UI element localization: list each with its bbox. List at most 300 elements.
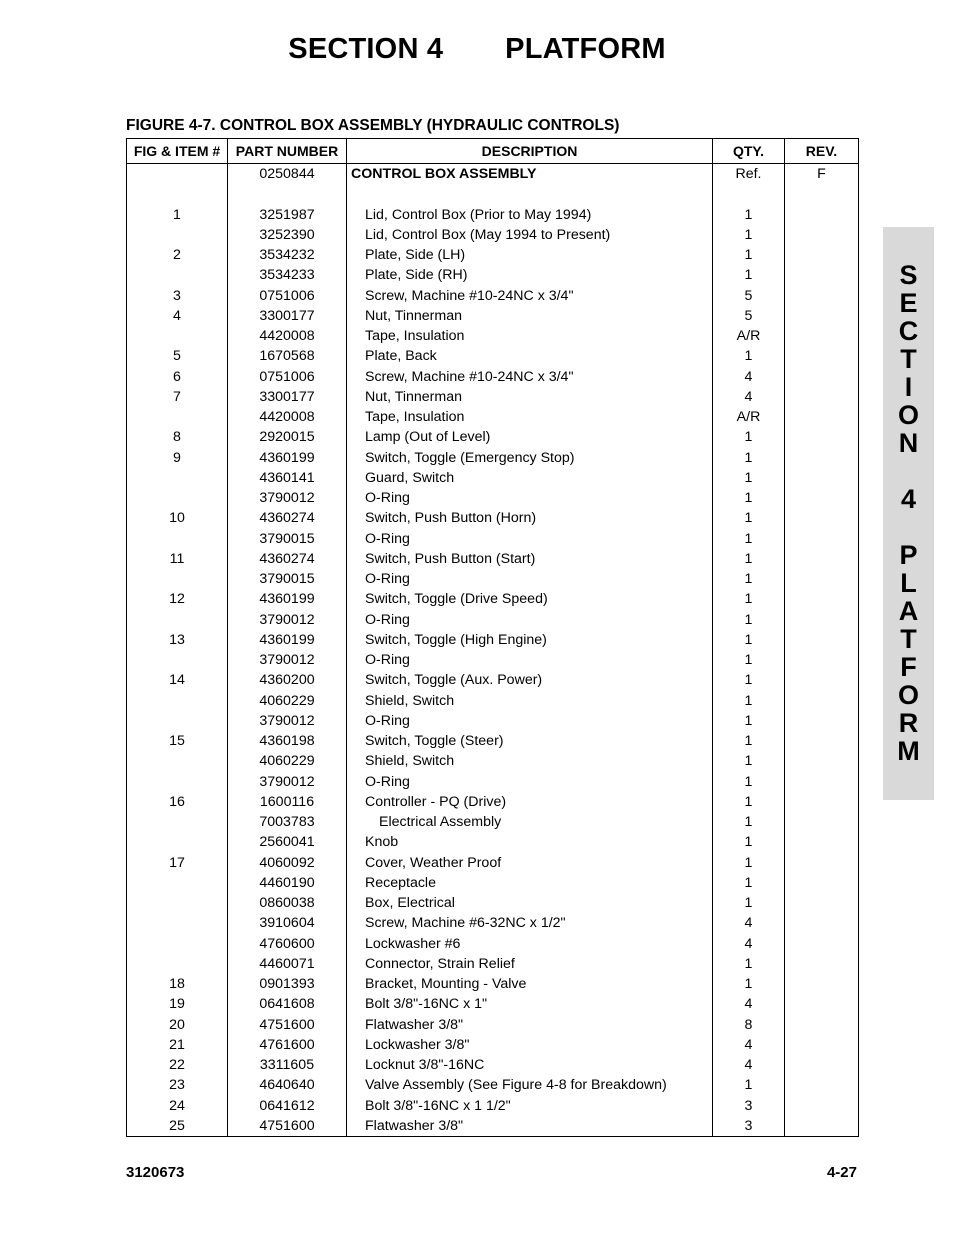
description-cell: Flatwasher 3/8" <box>347 1116 713 1137</box>
description-cell: Valve Assembly (See Figure 4-8 for Breakdown) <box>347 1075 713 1095</box>
part-number-cell: 1670568 <box>228 346 347 366</box>
rev-cell <box>785 549 859 569</box>
description-cell: Tape, Insulation <box>347 326 713 346</box>
description-cell: Bolt 3/8"-16NC x 1" <box>347 994 713 1014</box>
table-row <box>127 751 859 771</box>
fig-item-cell: 8 <box>127 427 228 447</box>
part-number-cell: 4060229 <box>228 691 347 711</box>
rev-cell <box>785 913 859 933</box>
table-row <box>127 670 859 690</box>
part-number-cell: 2560041 <box>228 832 347 852</box>
part-number-cell: 4460071 <box>228 954 347 974</box>
description-cell: O-Ring <box>347 488 713 508</box>
rev-cell <box>785 893 859 913</box>
side-tab-letter: M <box>897 736 920 766</box>
part-number-cell: 4751600 <box>228 1116 347 1137</box>
fig-item-cell: 20 <box>127 1015 228 1035</box>
side-tab-letter: A <box>898 596 919 626</box>
fig-item-cell: 23 <box>127 1075 228 1095</box>
fig-item-cell: 2 <box>127 245 228 265</box>
part-number-cell: 3790012 <box>228 650 347 670</box>
description-cell: O-Ring <box>347 569 713 589</box>
table-row <box>127 650 859 670</box>
table-row <box>127 468 859 488</box>
description-cell: Switch, Toggle (Aux. Power) <box>347 670 713 690</box>
part-number-cell: 4360199 <box>228 630 347 650</box>
description-cell: O-Ring <box>347 529 713 549</box>
fig-item-cell: 13 <box>127 630 228 650</box>
header-description: DESCRIPTION <box>347 139 713 164</box>
rev-cell <box>785 1075 859 1095</box>
table-row <box>127 610 859 630</box>
rev-cell <box>785 326 859 346</box>
part-number-cell: 7003783 <box>228 812 347 832</box>
fig-item-cell <box>127 934 228 954</box>
description-cell: Tape, Insulation <box>347 407 713 427</box>
description-cell: Lid, Control Box (May 1994 to Present) <box>347 225 713 245</box>
table-row <box>127 832 859 852</box>
table-row <box>127 711 859 731</box>
fig-item-cell <box>127 691 228 711</box>
description-cell: Lamp (Out of Level) <box>347 427 713 447</box>
table-row <box>127 691 859 711</box>
fig-item-cell: 1 <box>127 205 228 225</box>
qty-cell: 1 <box>713 954 785 974</box>
rev-cell <box>785 448 859 468</box>
description-cell: Switch, Push Button (Start) <box>347 549 713 569</box>
description-cell: Screw, Machine #6-32NC x 1/2" <box>347 913 713 933</box>
rev-cell <box>785 407 859 427</box>
rev-cell <box>785 873 859 893</box>
side-tab-letter: S <box>899 260 918 290</box>
fig-item-cell <box>127 650 228 670</box>
part-number-cell: 4761600 <box>228 1035 347 1055</box>
table-row <box>127 448 859 468</box>
side-tab-letter: 4 <box>900 484 917 514</box>
part-number-cell: 3534232 <box>228 245 347 265</box>
part-number-cell: 0751006 <box>228 367 347 387</box>
fig-item-cell <box>127 265 228 285</box>
description-cell: Bolt 3/8"-16NC x 1 1/2" <box>347 1096 713 1116</box>
description-cell: Guard, Switch <box>347 468 713 488</box>
table-row <box>127 164 859 185</box>
table-row <box>127 1075 859 1095</box>
table-row <box>127 812 859 832</box>
fig-item-cell: 19 <box>127 994 228 1014</box>
part-number-cell: 4360199 <box>228 448 347 468</box>
qty-cell: Ref. <box>713 164 785 185</box>
fig-item-cell <box>127 812 228 832</box>
qty-cell: 1 <box>713 448 785 468</box>
description-cell: Shield, Switch <box>347 691 713 711</box>
fig-item-cell: 22 <box>127 1055 228 1075</box>
fig-item-cell: 7 <box>127 387 228 407</box>
description-cell: Knob <box>347 832 713 852</box>
description-cell: Controller - PQ (Drive) <box>347 792 713 812</box>
rev-cell <box>785 1035 859 1055</box>
table-row <box>127 934 859 954</box>
fig-item-cell: 4 <box>127 306 228 326</box>
fig-item-cell <box>127 468 228 488</box>
part-number-cell: 0751006 <box>228 286 347 306</box>
table-header-row <box>127 139 859 164</box>
fig-item-cell <box>127 893 228 913</box>
rev-cell <box>785 731 859 751</box>
description-cell <box>347 184 713 204</box>
part-number-cell: 4360200 <box>228 670 347 690</box>
rev-cell <box>785 367 859 387</box>
header-part-number: PART NUMBER <box>228 139 347 164</box>
qty-cell: 1 <box>713 853 785 873</box>
description-cell: Lid, Control Box (Prior to May 1994) <box>347 205 713 225</box>
table-row <box>127 367 859 387</box>
description-cell: Bracket, Mounting - Valve <box>347 974 713 994</box>
rev-cell <box>785 711 859 731</box>
qty-cell: 1 <box>713 427 785 447</box>
qty-cell: 5 <box>713 306 785 326</box>
table-row <box>127 913 859 933</box>
part-number-cell: 0250844 <box>228 164 347 185</box>
fig-item-cell <box>127 954 228 974</box>
part-number-cell: 3300177 <box>228 306 347 326</box>
rev-cell <box>785 853 859 873</box>
part-number-cell: 4420008 <box>228 326 347 346</box>
qty-cell <box>713 184 785 204</box>
description-cell: Box, Electrical <box>347 893 713 913</box>
rev-cell <box>785 1055 859 1075</box>
table-row <box>127 245 859 265</box>
table-row <box>127 407 859 427</box>
qty-cell: 1 <box>713 751 785 771</box>
table-row <box>127 529 859 549</box>
description-cell: Nut, Tinnerman <box>347 306 713 326</box>
side-tab-letter: T <box>900 624 917 654</box>
rev-cell <box>785 954 859 974</box>
rev-cell <box>785 1096 859 1116</box>
rev-cell <box>785 974 859 994</box>
side-tab-letter: I <box>904 372 913 402</box>
section-number: SECTION 4 <box>288 33 444 65</box>
description-cell: Switch, Toggle (Steer) <box>347 731 713 751</box>
fig-item-cell: 24 <box>127 1096 228 1116</box>
rev-cell <box>785 772 859 792</box>
parts-table-body <box>127 164 859 1137</box>
qty-cell: 1 <box>713 873 785 893</box>
table-row <box>127 974 859 994</box>
part-number-cell <box>228 184 347 204</box>
table-row <box>127 1035 859 1055</box>
qty-cell: 1 <box>713 792 785 812</box>
fig-item-cell <box>127 326 228 346</box>
qty-cell: 1 <box>713 205 785 225</box>
rev-cell <box>785 1116 859 1137</box>
qty-cell: 3 <box>713 1116 785 1137</box>
qty-cell: 1 <box>713 711 785 731</box>
fig-item-cell: 12 <box>127 589 228 609</box>
table-row <box>127 873 859 893</box>
description-cell: Switch, Toggle (Drive Speed) <box>347 589 713 609</box>
qty-cell: 4 <box>713 994 785 1014</box>
section-title <box>0 33 954 66</box>
fig-item-cell <box>127 569 228 589</box>
table-row <box>127 488 859 508</box>
description-cell: Switch, Toggle (High Engine) <box>347 630 713 650</box>
table-row <box>127 205 859 225</box>
qty-cell: 1 <box>713 589 785 609</box>
qty-cell: 1 <box>713 245 785 265</box>
rev-cell <box>785 184 859 204</box>
qty-cell: 1 <box>713 1075 785 1095</box>
table-row <box>127 1055 859 1075</box>
qty-cell: 1 <box>713 265 785 285</box>
part-number-cell: 4060092 <box>228 853 347 873</box>
part-number-cell: 4460190 <box>228 873 347 893</box>
part-number-cell: 0641608 <box>228 994 347 1014</box>
part-number-cell: 2920015 <box>228 427 347 447</box>
document-number: 3120673 <box>126 1164 185 1181</box>
qty-cell: 4 <box>713 1035 785 1055</box>
side-tab-letter: R <box>898 708 919 738</box>
rev-cell <box>785 812 859 832</box>
table-row <box>127 569 859 589</box>
rev-cell <box>785 387 859 407</box>
table-row <box>127 1096 859 1116</box>
table-row <box>127 1015 859 1035</box>
fig-item-cell: 15 <box>127 731 228 751</box>
description-cell: Lockwasher #6 <box>347 934 713 954</box>
page-number: 4-27 <box>826 1164 857 1181</box>
qty-cell: 1 <box>713 670 785 690</box>
fig-item-cell: 11 <box>127 549 228 569</box>
rev-cell <box>785 306 859 326</box>
part-number-cell: 3534233 <box>228 265 347 285</box>
qty-cell: 1 <box>713 488 785 508</box>
header-qty: QTY. <box>713 139 785 164</box>
description-cell: CONTROL BOX ASSEMBLY <box>347 164 713 185</box>
rev-cell <box>785 488 859 508</box>
fig-item-cell: 14 <box>127 670 228 690</box>
part-number-cell: 4640640 <box>228 1075 347 1095</box>
qty-cell: 1 <box>713 893 785 913</box>
fig-item-cell <box>127 711 228 731</box>
description-cell: O-Ring <box>347 772 713 792</box>
part-number-cell: 0641612 <box>228 1096 347 1116</box>
description-cell: O-Ring <box>347 650 713 670</box>
fig-item-cell: 25 <box>127 1116 228 1137</box>
rev-cell <box>785 994 859 1014</box>
table-row <box>127 772 859 792</box>
qty-cell: 4 <box>713 934 785 954</box>
part-number-cell: 4420008 <box>228 407 347 427</box>
part-number-cell: 4060229 <box>228 751 347 771</box>
description-cell: O-Ring <box>347 711 713 731</box>
part-number-cell: 4360198 <box>228 731 347 751</box>
description-cell: Connector, Strain Relief <box>347 954 713 974</box>
fig-item-cell: 18 <box>127 974 228 994</box>
table-row <box>127 286 859 306</box>
table-row <box>127 549 859 569</box>
table-row <box>127 427 859 447</box>
figure-title: FIGURE 4-7. CONTROL BOX ASSEMBLY (HYDRAULIC CONTROLS) <box>126 117 620 134</box>
rev-cell <box>785 225 859 245</box>
rev-cell <box>785 346 859 366</box>
fig-item-cell <box>127 832 228 852</box>
rev-cell <box>785 589 859 609</box>
rev-cell <box>785 286 859 306</box>
section-name: PLATFORM <box>505 33 666 65</box>
fig-item-cell: 9 <box>127 448 228 468</box>
side-tab-letter: N <box>898 428 919 458</box>
rev-cell <box>785 529 859 549</box>
description-cell: Shield, Switch <box>347 751 713 771</box>
qty-cell: 3 <box>713 1096 785 1116</box>
table-row <box>127 387 859 407</box>
qty-cell: 4 <box>713 1055 785 1075</box>
qty-cell: 4 <box>713 387 785 407</box>
table-row <box>127 630 859 650</box>
fig-item-cell <box>127 751 228 771</box>
description-cell: Nut, Tinnerman <box>347 387 713 407</box>
rev-cell: F <box>785 164 859 185</box>
part-number-cell: 3790012 <box>228 610 347 630</box>
table-row <box>127 306 859 326</box>
fig-item-cell <box>127 164 228 185</box>
table-row <box>127 731 859 751</box>
qty-cell: 1 <box>713 468 785 488</box>
part-number-cell: 3790015 <box>228 529 347 549</box>
part-number-cell: 4360274 <box>228 508 347 528</box>
fig-item-cell: 16 <box>127 792 228 812</box>
table-row <box>127 994 859 1014</box>
table-row <box>127 853 859 873</box>
rev-cell <box>785 751 859 771</box>
parts-table <box>126 138 859 1137</box>
rev-cell <box>785 670 859 690</box>
description-cell: Screw, Machine #10-24NC x 3/4" <box>347 286 713 306</box>
part-number-cell: 4360199 <box>228 589 347 609</box>
qty-cell: 1 <box>713 731 785 751</box>
part-number-cell: 1600116 <box>228 792 347 812</box>
part-number-cell: 3300177 <box>228 387 347 407</box>
side-tab-letter: F <box>900 652 917 682</box>
qty-cell: A/R <box>713 326 785 346</box>
qty-cell: 5 <box>713 286 785 306</box>
qty-cell: A/R <box>713 407 785 427</box>
side-tab-letter: O <box>897 680 919 710</box>
fig-item-cell <box>127 772 228 792</box>
table-row <box>127 265 859 285</box>
description-cell: Switch, Toggle (Emergency Stop) <box>347 448 713 468</box>
section-side-tab <box>883 227 934 800</box>
qty-cell: 1 <box>713 569 785 589</box>
qty-cell: 1 <box>713 974 785 994</box>
rev-cell <box>785 630 859 650</box>
fig-item-cell: 17 <box>127 853 228 873</box>
qty-cell: 4 <box>713 367 785 387</box>
table-row <box>127 954 859 974</box>
description-cell: Screw, Machine #10-24NC x 3/4" <box>347 367 713 387</box>
part-number-cell: 3790012 <box>228 711 347 731</box>
qty-cell: 1 <box>713 610 785 630</box>
fig-item-cell <box>127 407 228 427</box>
description-cell: Receptacle <box>347 873 713 893</box>
fig-item-cell <box>127 610 228 630</box>
header-fig-item: FIG & ITEM # <box>127 139 228 164</box>
table-row <box>127 346 859 366</box>
side-tab-letter: T <box>900 344 917 374</box>
fig-item-cell: 21 <box>127 1035 228 1055</box>
fig-item-cell <box>127 913 228 933</box>
fig-item-cell: 3 <box>127 286 228 306</box>
qty-cell: 1 <box>713 691 785 711</box>
qty-cell: 1 <box>713 346 785 366</box>
fig-item-cell <box>127 184 228 204</box>
side-tab-letter: E <box>899 288 918 318</box>
rev-cell <box>785 569 859 589</box>
qty-cell: 1 <box>713 508 785 528</box>
description-cell: Locknut 3/8"-16NC <box>347 1055 713 1075</box>
part-number-cell: 3790012 <box>228 488 347 508</box>
rev-cell <box>785 792 859 812</box>
qty-cell: 1 <box>713 812 785 832</box>
side-tab-letter: L <box>900 568 917 598</box>
rev-cell <box>785 1015 859 1035</box>
part-number-cell: 3252390 <box>228 225 347 245</box>
fig-item-cell <box>127 529 228 549</box>
fig-item-cell: 6 <box>127 367 228 387</box>
rev-cell <box>785 934 859 954</box>
table-row <box>127 1116 859 1137</box>
description-cell: Plate, Back <box>347 346 713 366</box>
side-tab-letter: C <box>898 316 919 346</box>
rev-cell <box>785 691 859 711</box>
qty-cell: 8 <box>713 1015 785 1035</box>
rev-cell <box>785 205 859 225</box>
qty-cell: 1 <box>713 630 785 650</box>
side-tab-letter: O <box>897 400 919 430</box>
rev-cell <box>785 265 859 285</box>
description-cell: Plate, Side (LH) <box>347 245 713 265</box>
description-cell: Switch, Push Button (Horn) <box>347 508 713 528</box>
table-row <box>127 225 859 245</box>
rev-cell <box>785 245 859 265</box>
description-cell: Plate, Side (RH) <box>347 265 713 285</box>
rev-cell <box>785 610 859 630</box>
qty-cell: 1 <box>713 225 785 245</box>
part-number-cell: 4760600 <box>228 934 347 954</box>
qty-cell: 1 <box>713 549 785 569</box>
part-number-cell: 4360274 <box>228 549 347 569</box>
rev-cell <box>785 468 859 488</box>
qty-cell: 1 <box>713 832 785 852</box>
fig-item-cell <box>127 873 228 893</box>
part-number-cell: 0860038 <box>228 893 347 913</box>
description-cell: O-Ring <box>347 610 713 630</box>
rev-cell <box>785 508 859 528</box>
header-rev: REV. <box>785 139 859 164</box>
fig-item-cell: 10 <box>127 508 228 528</box>
part-number-cell: 3251987 <box>228 205 347 225</box>
description-cell: Electrical Assembly <box>347 812 713 832</box>
part-number-cell: 4751600 <box>228 1015 347 1035</box>
description-cell: Flatwasher 3/8" <box>347 1015 713 1035</box>
part-number-cell: 3910604 <box>228 913 347 933</box>
rev-cell <box>785 832 859 852</box>
qty-cell: 4 <box>713 913 785 933</box>
fig-item-cell: 5 <box>127 346 228 366</box>
description-cell: Lockwasher 3/8" <box>347 1035 713 1055</box>
table-row <box>127 792 859 812</box>
